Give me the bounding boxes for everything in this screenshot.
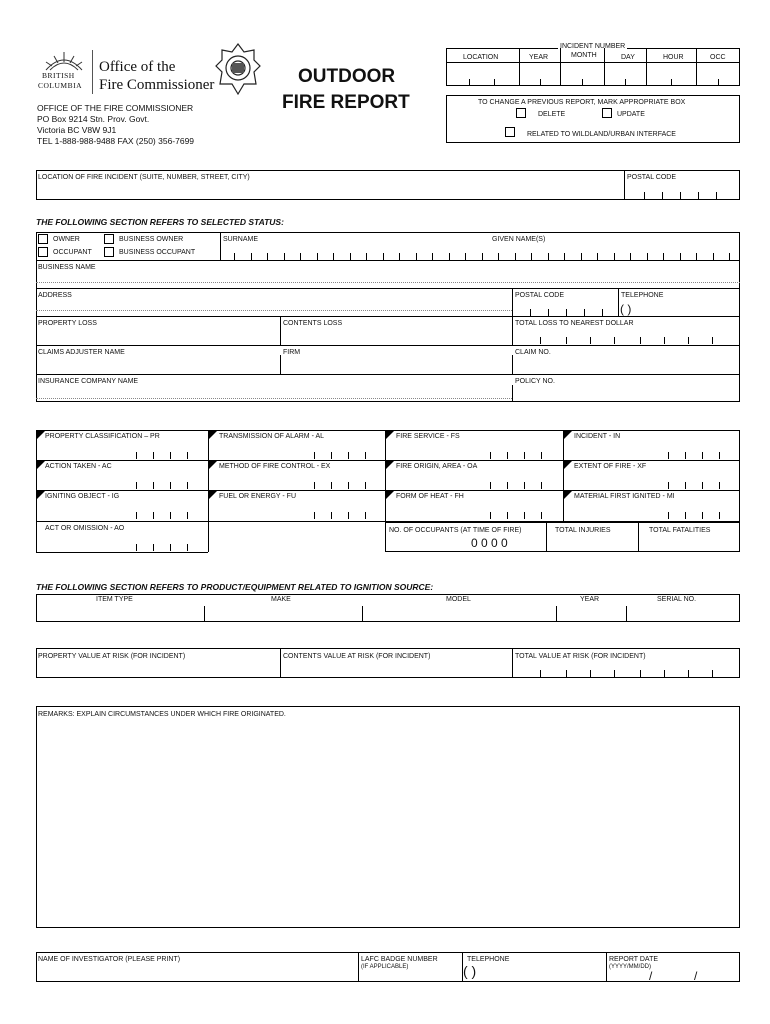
name-char-tick [614,253,615,260]
code-char-tick [153,512,154,519]
fh-label: FORM OF HEAT - FH [396,493,464,500]
code-char-tick [348,452,349,459]
total-loss-label: TOTAL LOSS TO NEAREST DOLLAR [515,320,634,327]
code-char-tick [187,512,188,519]
product-year-label: YEAR [580,596,600,603]
address-label: ADDRESS [38,292,72,299]
name-char-tick [663,253,664,260]
logo-text-columbia: COLUMBIA [38,81,83,90]
total-value-label: TOTAL VALUE AT RISK (FOR INCIDENT) [515,653,646,660]
insurance-company-label: INSURANCE COMPANY NAME [38,378,139,385]
code-char-tick [524,482,525,489]
code-char-tick [170,482,171,489]
address-line2: PO Box 9214 Stn. Prov. Govt. [37,114,150,124]
code-char-tick [490,512,491,519]
fs-label: FIRE SERVICE - FS [396,433,460,440]
code-char-tick [331,512,332,519]
model-label: MODEL [446,596,471,603]
badge-label: LAFC BADGE NUMBER [361,956,438,963]
wildland-label: RELATED TO WILDLAND/URBAN INTERFACE [527,131,676,138]
update-checkbox[interactable] [602,108,612,118]
crest-icon [214,42,262,96]
title-fire-report: FIRE REPORT [282,92,410,113]
name-char-tick [399,253,400,260]
mi-label: MATERIAL FIRST IGNITED - MI [574,493,675,500]
code-char-tick [719,452,720,459]
occupants-label: NO. OF OCCUPANTS (AT TIME OF FIRE) [389,527,522,534]
incident-hour-label: HOUR [663,54,684,61]
name-char-tick [416,253,417,260]
xf-label: EXTENT OF FIRE - XF [574,463,647,470]
surname-label: SURNAME [223,236,259,243]
code-char-tick [187,452,188,459]
status-heading: THE FOLLOWING SECTION REFERS TO SELECTED STATUS: [36,217,284,227]
code-char-tick [702,512,703,519]
codes-grid [36,430,740,522]
ac-label: ACTION TAKEN - AC [45,463,112,470]
name-char-tick [647,253,648,260]
footer-phone-parens: ( ) [463,963,477,979]
name-char-tick [284,253,285,260]
serial-no-label: SERIAL NO. [657,596,697,603]
business-owner-label: BUSINESS OWNER [119,236,184,243]
product-heading: THE FOLLOWING SECTION REFERS TO PRODUCT/EQUIPMENT RELATED TO IGNITION SOURCE: [36,582,434,592]
pr-label: PROPERTY CLASSIFICATION – PR [45,433,160,440]
code-char-tick [153,482,154,489]
business-name-label: BUSINESS NAME [38,264,96,271]
name-char-tick [350,253,351,260]
claims-adjuster-label: CLAIMS ADJUSTER NAME [38,349,125,356]
contents-loss-label: CONTENTS LOSS [283,320,343,327]
name-char-tick [531,253,532,260]
badge-sub-label: (IF APPLICABLE) [361,964,409,970]
address-line3: Victoria BC V8W 9J1 [37,125,117,135]
occupant-checkbox[interactable] [38,247,48,257]
code-char-tick [365,512,366,519]
code-char-tick [187,482,188,489]
name-char-tick [383,253,384,260]
incident-year-label: YEAR [529,54,549,61]
make-label: MAKE [271,596,291,603]
date-slash-2: / [694,969,698,983]
total-injuries-label: TOTAL INJURIES [555,527,611,534]
wildland-checkbox[interactable] [505,127,515,137]
remarks-box[interactable] [36,706,740,928]
business-occupant-label: BUSINESS OCCUPANT [119,249,196,256]
name-ticks[interactable] [220,253,740,260]
policy-no-label: POLICY NO. [515,378,555,385]
name-char-tick [581,253,582,260]
property-loss-label: PROPERTY LOSS [38,320,97,327]
ao-label: ACT OR OMISSION - AO [45,525,125,532]
name-char-tick [267,253,268,260]
code-char-tick [314,512,315,519]
name-char-tick [465,253,466,260]
office-line2: Fire Commissioner [99,77,215,93]
code-char-tick [685,482,686,489]
name-char-tick [333,253,334,260]
code-char-tick [314,482,315,489]
name-char-tick [317,253,318,260]
given-name-label: GIVEN NAME(S) [492,236,546,243]
code-char-tick [348,512,349,519]
code-char-tick [170,512,171,519]
code-char-tick [507,452,508,459]
code-char-tick [136,482,137,489]
code-char-tick [314,452,315,459]
code-char-tick [524,512,525,519]
al-label: TRANSMISSION OF ALARM - AL [219,433,325,440]
incident-day-label: DAY [621,54,635,61]
code-char-tick [702,482,703,489]
in-label: INCIDENT - IN [574,433,621,440]
business-occupant-checkbox[interactable] [104,247,114,257]
name-char-tick [696,253,697,260]
occupants-value: 0 0 0 0 [471,536,508,550]
name-char-tick [366,253,367,260]
status-telephone-label: TELEPHONE [621,292,664,299]
fu-label: FUEL OR ENERGY - FU [219,493,297,500]
code-char-tick [507,482,508,489]
name-char-tick [515,253,516,260]
date-slash-1: / [649,969,653,983]
item-type-label: ITEM TYPE [96,596,133,603]
total-fatalities-label: TOTAL FATALITIES [649,527,711,534]
name-char-tick [630,253,631,260]
remarks-label: REMARKS: EXPLAIN CIRCUMSTANCES UNDER WHICH FIRE ORIGINATED. [38,711,286,718]
name-char-tick [482,253,483,260]
code-char-tick [685,512,686,519]
code-char-tick [136,544,137,551]
incident-number-title: INCIDENT NUMBER [560,43,626,50]
address-line1: OFFICE OF THE FIRE COMMISSIONER [37,103,194,113]
report-date-label: REPORT DATE [609,956,659,963]
code-char-tick [668,512,669,519]
code-char-tick [490,452,491,459]
incident-month-label: MONTH [571,52,597,59]
code-char-tick [668,482,669,489]
oa-label: FIRE ORIGIN, AREA - OA [396,463,478,470]
name-char-tick [713,253,714,260]
code-char-tick [365,452,366,459]
delete-label: DELETE [538,111,566,118]
code-char-tick [187,544,188,551]
code-char-tick [348,482,349,489]
office-line1: Office of the [99,59,176,75]
ig-label: IGNITING OBJECT - IG [45,493,120,500]
code-char-tick [541,452,542,459]
code-char-tick [136,452,137,459]
delete-checkbox[interactable] [516,108,526,118]
name-char-tick [449,253,450,260]
date-format-label: (YYYY/MM/DD) [609,964,651,970]
business-owner-checkbox[interactable] [104,234,114,244]
code-char-tick [524,452,525,459]
status-phone-parens: ( ) [620,302,632,316]
owner-label: OWNER [53,236,80,243]
code-char-tick [331,482,332,489]
contents-value-label: CONTENTS VALUE AT RISK (FOR INCIDENT) [283,653,431,660]
product-box[interactable] [36,594,740,622]
code-char-tick [153,544,154,551]
incident-occ-label: OCC [710,54,726,61]
name-char-tick [251,253,252,260]
code-char-tick [170,544,171,551]
code-char-tick [170,452,171,459]
fire-commissioner-crest [214,42,262,96]
name-char-tick [564,253,565,260]
code-char-tick [719,482,720,489]
code-char-tick [702,452,703,459]
name-char-tick [548,253,549,260]
code-char-tick [541,512,542,519]
code-char-tick [490,482,491,489]
code-char-tick [153,452,154,459]
name-char-tick [729,253,730,260]
ex-label: METHOD OF FIRE CONTROL - EX [219,463,331,470]
code-char-tick [365,482,366,489]
occupant-label: OCCUPANT [53,249,92,256]
logo-divider [92,50,93,94]
code-char-tick [541,482,542,489]
code-char-tick [685,452,686,459]
code-char-tick [136,512,137,519]
firm-label: FIRM [283,349,301,356]
status-postal-label: POSTAL CODE [515,292,565,299]
name-char-tick [234,253,235,260]
location-postal-label: POSTAL CODE [627,174,677,181]
claim-no-label: CLAIM NO. [515,349,551,356]
code-char-tick [331,452,332,459]
property-value-label: PROPERTY VALUE AT RISK (FOR INCIDENT) [38,653,186,660]
incident-location-label: LOCATION [463,54,499,61]
logo-text-british: BRITISH [42,71,75,80]
code-char-tick [507,512,508,519]
investigator-label: NAME OF INVESTIGATOR (PLEASE PRINT) [38,956,181,963]
name-char-tick [597,253,598,260]
owner-checkbox[interactable] [38,234,48,244]
code-char-tick [668,452,669,459]
name-char-tick [498,253,499,260]
name-char-tick [680,253,681,260]
update-label: UPDATE [617,111,645,118]
location-label: LOCATION OF FIRE INCIDENT (SUITE, NUMBER, STREET, CITY) [38,174,250,181]
footer-telephone-label: TELEPHONE [467,956,510,963]
name-char-tick [300,253,301,260]
address-line4: TEL 1-888-988-9488 FAX (250) 356-7699 [37,136,195,146]
name-char-tick [432,253,433,260]
change-report-title: TO CHANGE A PREVIOUS REPORT, MARK APPROPRIATE BOX [478,99,686,106]
code-char-tick [719,512,720,519]
title-outdoor: OUTDOOR [298,66,396,87]
